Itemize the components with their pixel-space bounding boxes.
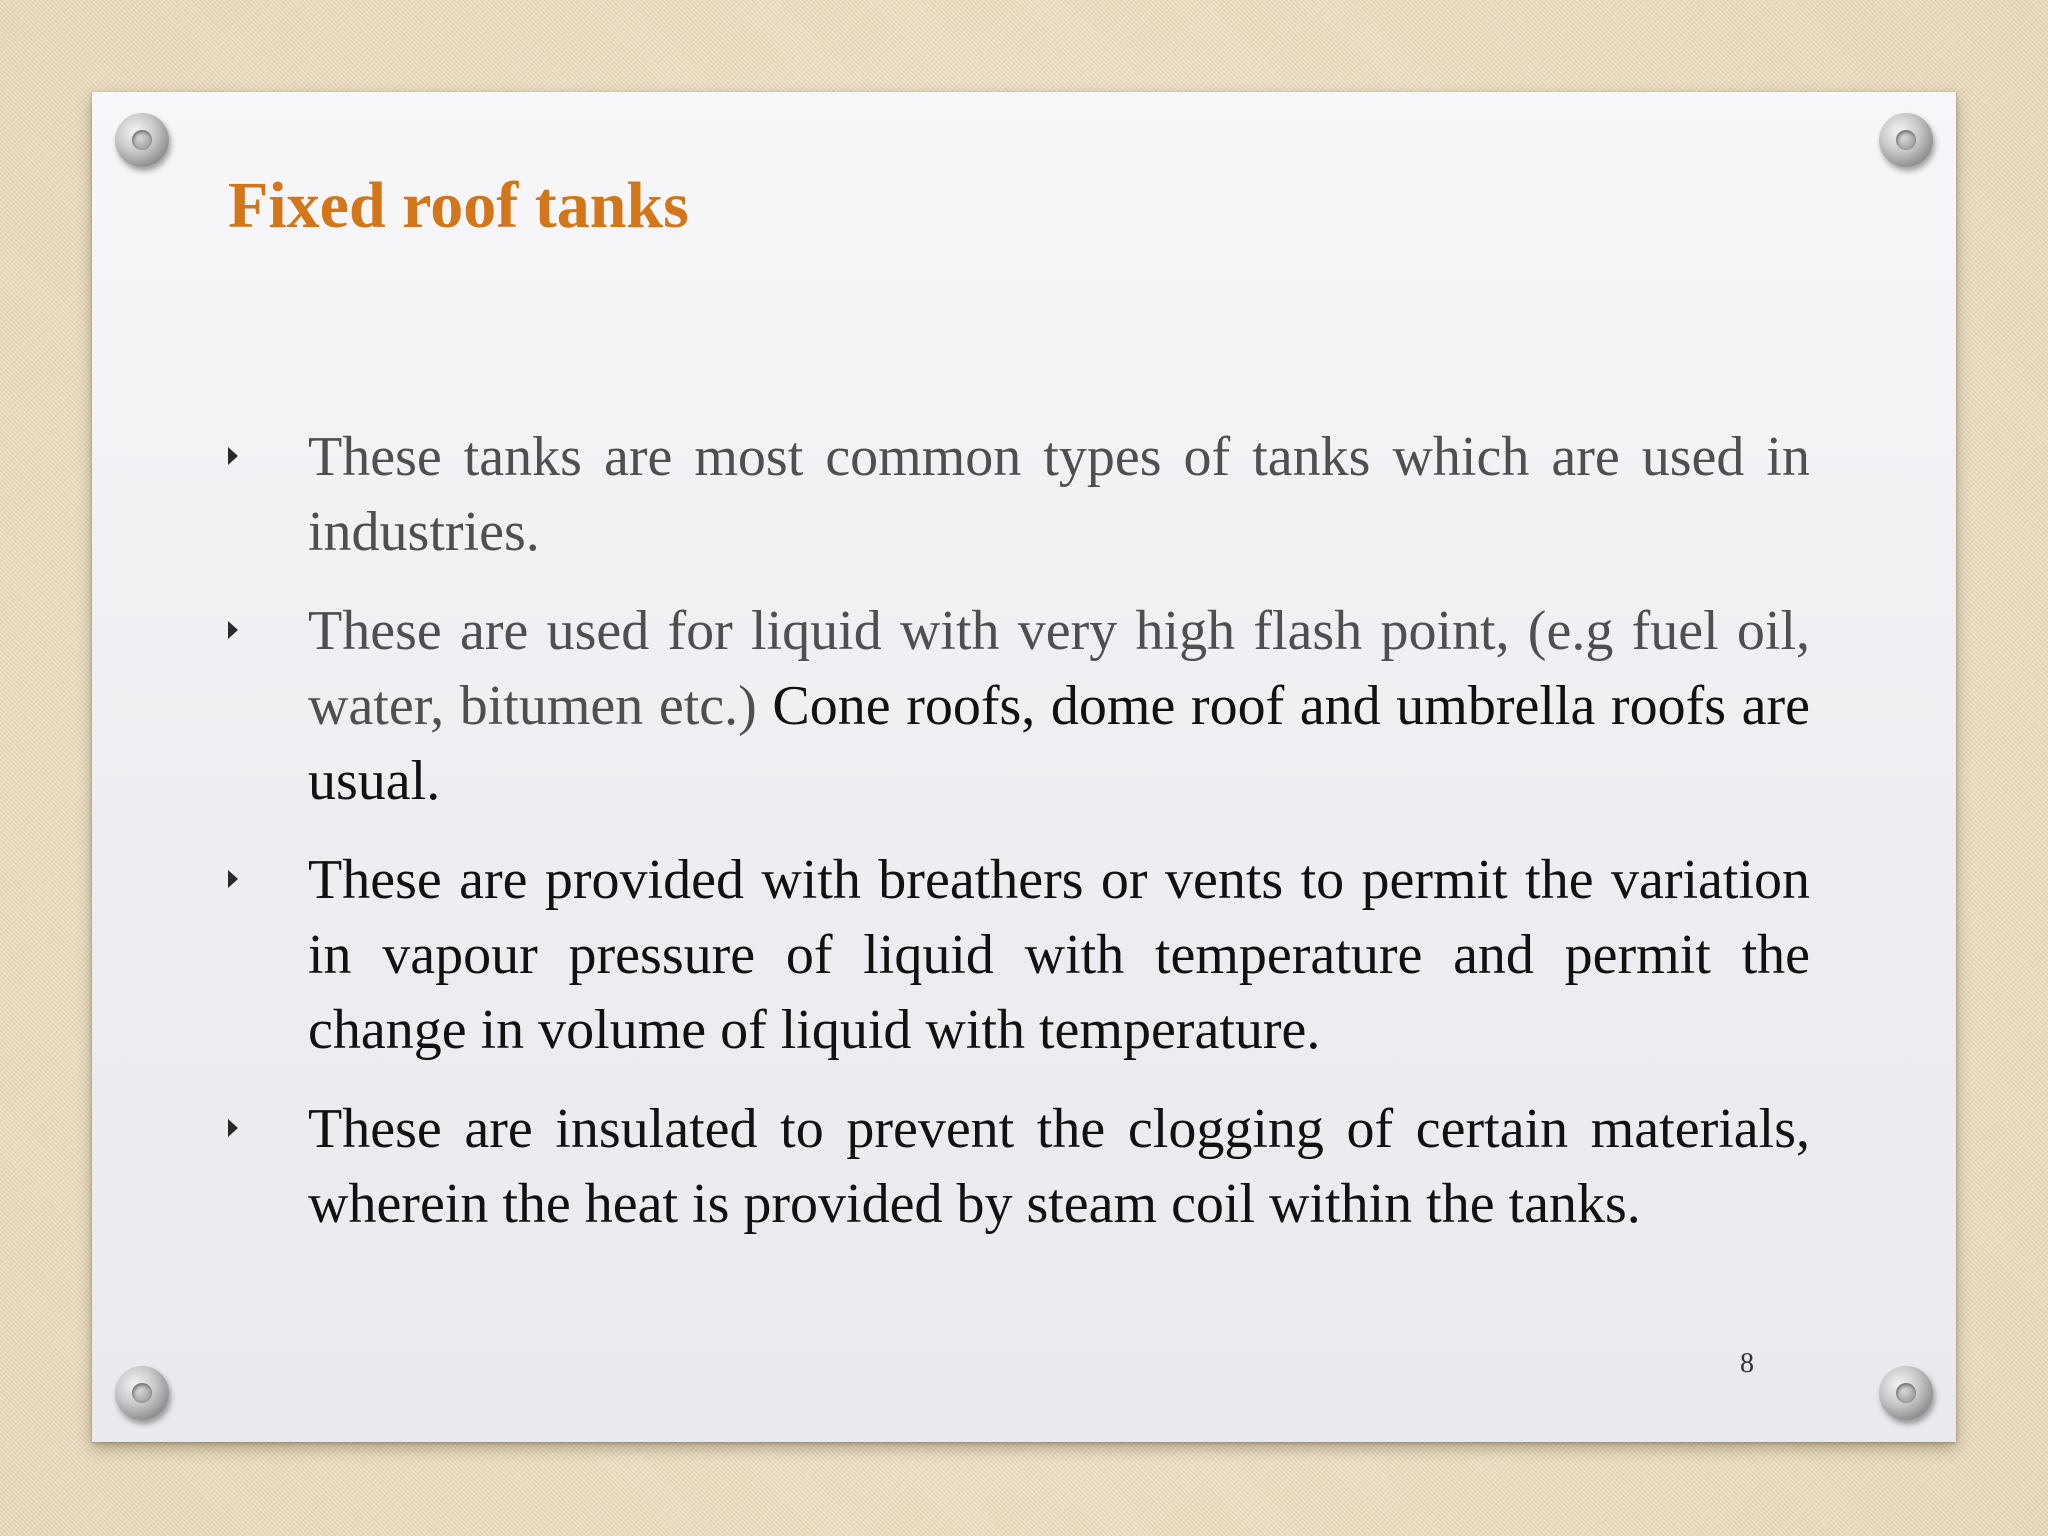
bullet-item [224,1092,1810,1242]
bullet-list [224,420,1810,1266]
bullet-item [224,843,1810,1068]
bullet-text: Cone roofs, dome roof and umbrella roofs are usual. [308,675,1810,812]
screw-icon [1879,1366,1933,1420]
bullet-text: These are provided with breathers or vents to permit the variation in vapour pressure of liquid with temperature and permit the change in volume of liquid with temperature. [308,849,1810,1061]
bullet-item [224,594,1810,819]
screw-icon [115,1366,169,1420]
triangle-right-icon [228,870,238,888]
triangle-right-icon [228,1119,238,1137]
triangle-right-icon [228,447,238,465]
bullet-text-muted: These tanks are most common types of tanks which are used in industries. [308,426,1810,563]
bullet-item [224,420,1810,570]
screw-icon [115,113,169,167]
screw-icon [1879,113,1933,167]
slide-title: Fixed roof tanks [228,169,689,242]
triangle-right-icon [228,621,238,639]
bullet-text-muted: These are used for liquid with very high flash point, (e.g fuel oil, water, bitumen etc.) [308,600,1810,737]
bullet-text: These are insulated to prevent the clogging of certain materials, wherein the heat is provided by steam coil within the tanks. [308,1098,1810,1235]
page-number: 8 [1740,1348,1754,1379]
